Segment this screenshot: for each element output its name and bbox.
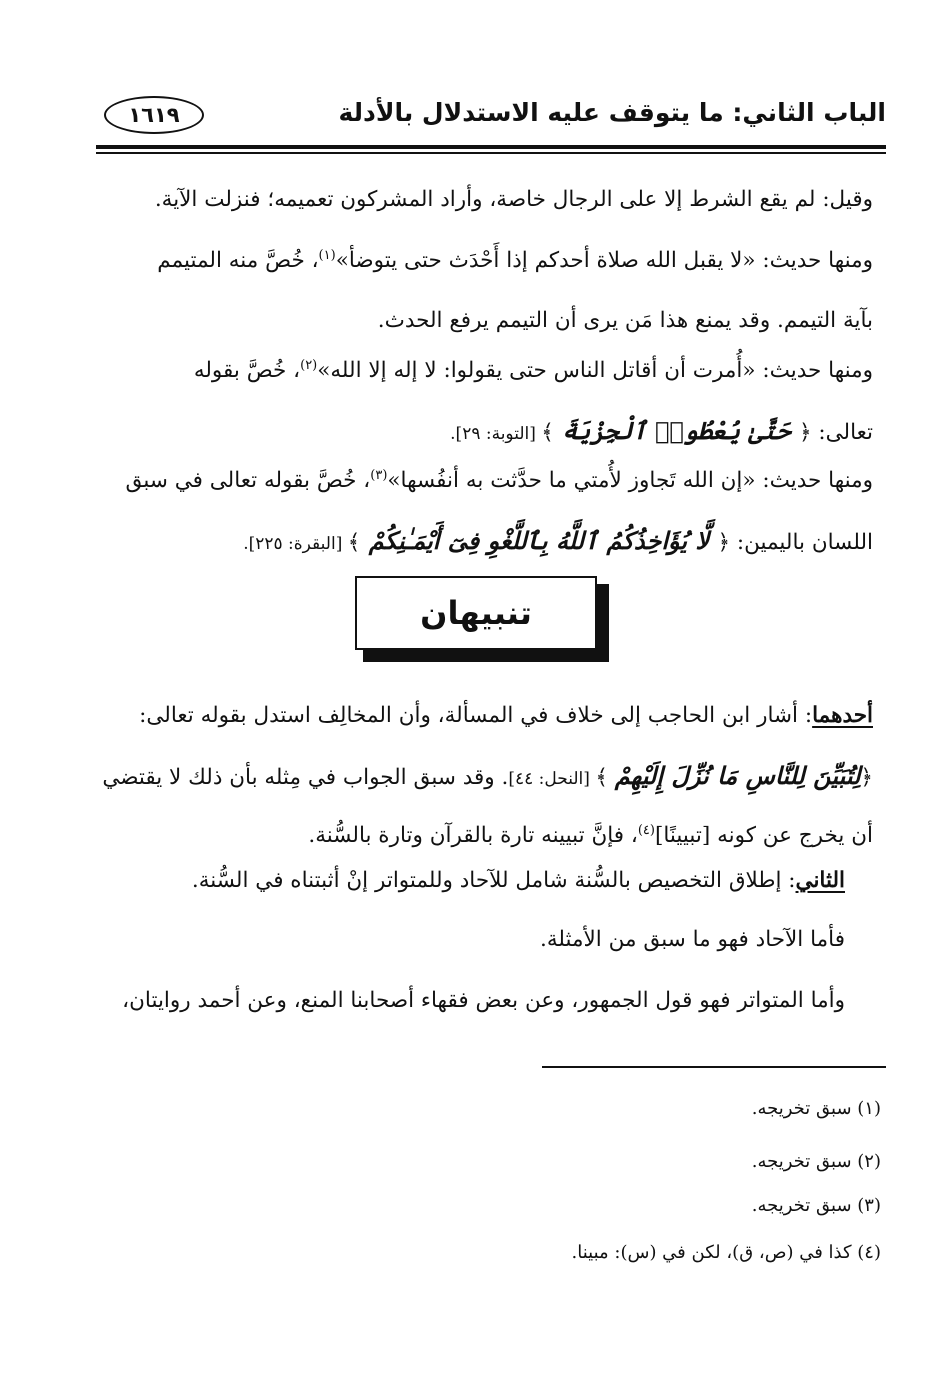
text-segment: : أشار ابن الحاجب إلى خلاف في المسألة، وأن المخالِف استدل بقوله تعالى: (139, 703, 813, 728)
header-rule-thin (96, 152, 886, 154)
page-number-badge: ١٦١٩ (104, 96, 204, 134)
quran-verse: لِتُبَيِّنَ لِلنَّاسِ مَا نُزِّلَ إِلَيْهِمْ (614, 761, 861, 790)
footnote-4: (٤) كذا في (ص، ق)، لكن في (س): مبينا. (571, 1242, 881, 1263)
hadith-text: ومنها حديث: «لا يقبل الله صلاة أحدكم إذا أَحْدَث حتى يتوضأ» (335, 248, 873, 273)
quran-bracket: ﴾ (541, 420, 554, 445)
text-line (83, 746, 873, 806)
paragraph-3 (83, 341, 873, 461)
chapter-title: الباب الثاني: ما يتوقف عليه الاستدلال بالأدلة (338, 98, 886, 127)
text-line: بآية التيمم. وقد يمنع هذا مَن يرى أن التيمم يرفع الحدث. (377, 308, 873, 333)
paragraph-1 (83, 170, 873, 230)
text-line (85, 851, 845, 911)
verse-reference: [التوبة: ٢٩]. (450, 424, 542, 444)
heading-box (355, 576, 597, 650)
text-segment: ، خُصَّ بقوله (193, 358, 301, 383)
text-segment: أن يخرج عن كونه [تبيينًا] (654, 823, 873, 848)
note-label: أحدهما (812, 703, 873, 728)
text-line (83, 686, 873, 746)
text-segment: ، فإنَّ تبيينه تارة بالقرآن وتارة بالسُّنة. (308, 823, 638, 848)
text-segment: . وقد سبق الجواب في مِثله بأن ذلك لا يقتضي (102, 765, 509, 790)
note-1 (83, 686, 873, 866)
verse-reference: [النحل: ٤٤] (508, 769, 596, 789)
text-line: فأما الآحاد فهو ما سبق من الأمثلة. (540, 927, 845, 952)
text-segment: ، خُصَّ بقوله تعالى في سبق (125, 468, 371, 493)
paragraph-2 (83, 231, 873, 351)
header-rule-thick (96, 145, 886, 149)
text-line (83, 511, 873, 571)
quran-verse: لَّا يُؤَاخِذُكُمُ ٱللَّهُ بِٱللَّغْوِ فِىٓ أَيْمَـٰنِكُمْ (360, 526, 718, 555)
verse-reference: [البقرة: ٢٢٥]. (243, 534, 348, 554)
note-label: الثاني (795, 868, 845, 893)
footnote-1: (١) سبق تخريجه. (751, 1098, 881, 1119)
footnote-3: (٣) سبق تخريجه. (751, 1195, 881, 1216)
text-line: وقيل: لم يقع الشرط إلا على الرجال خاصة، وأراد المشركون تعميمه؛ فنزلت الآية. (154, 187, 873, 212)
footnote-ref-4[interactable]: (٤) (637, 822, 655, 838)
quran-bracket: ﴿ (860, 765, 873, 790)
text-line (83, 231, 873, 291)
quran-bracket: ﴾ (347, 530, 361, 555)
section-heading: تنبيهان (420, 594, 532, 632)
running-header (96, 92, 886, 138)
text-segment: : إطلاق التخصيص بالسُّنة شامل للآحاد وللمتواتر إنْ أثبتناه في السُّنة. (191, 868, 796, 893)
text-segment: اللسان باليمين: ﴿ (717, 530, 873, 555)
hadith-text: ومنها حديث: «إن الله تَجاوز لأُمتي ما حدَّثت به أنفُسها» (387, 468, 873, 493)
footnote-ref-3[interactable]: (٣) (370, 467, 388, 483)
quran-bracket: ﴾ (595, 765, 615, 790)
paragraph-6 (85, 971, 845, 1031)
note-2 (85, 851, 845, 911)
text-segment: ، خُصَّ منه المتيمم (157, 248, 319, 273)
hadith-text: ومنها حديث: «أُمرت أن أقاتل الناس حتى يقولوا: لا إله إلا الله» (317, 358, 873, 383)
footnote-separator (542, 1066, 886, 1068)
footnote-ref-1[interactable]: (١) (318, 247, 336, 263)
quran-verse: حَتَّىٰ يُعْطُوا۟ ٱلْجِزْيَةَ (553, 416, 799, 445)
footnote-ref-2[interactable]: (٢) (300, 357, 318, 373)
paragraph-5 (85, 910, 845, 970)
paragraph-4 (83, 451, 873, 571)
footnote-2: (٢) سبق تخريجه. (751, 1151, 881, 1172)
text-line (83, 341, 873, 401)
text-segment: تعالى: ﴿ (798, 420, 873, 445)
text-line: وأما المتواتر فهو قول الجمهور، وعن بعض فقهاء أصحابنا المنع، وعن أحمد روايتان، (122, 988, 845, 1013)
text-line (83, 451, 873, 511)
